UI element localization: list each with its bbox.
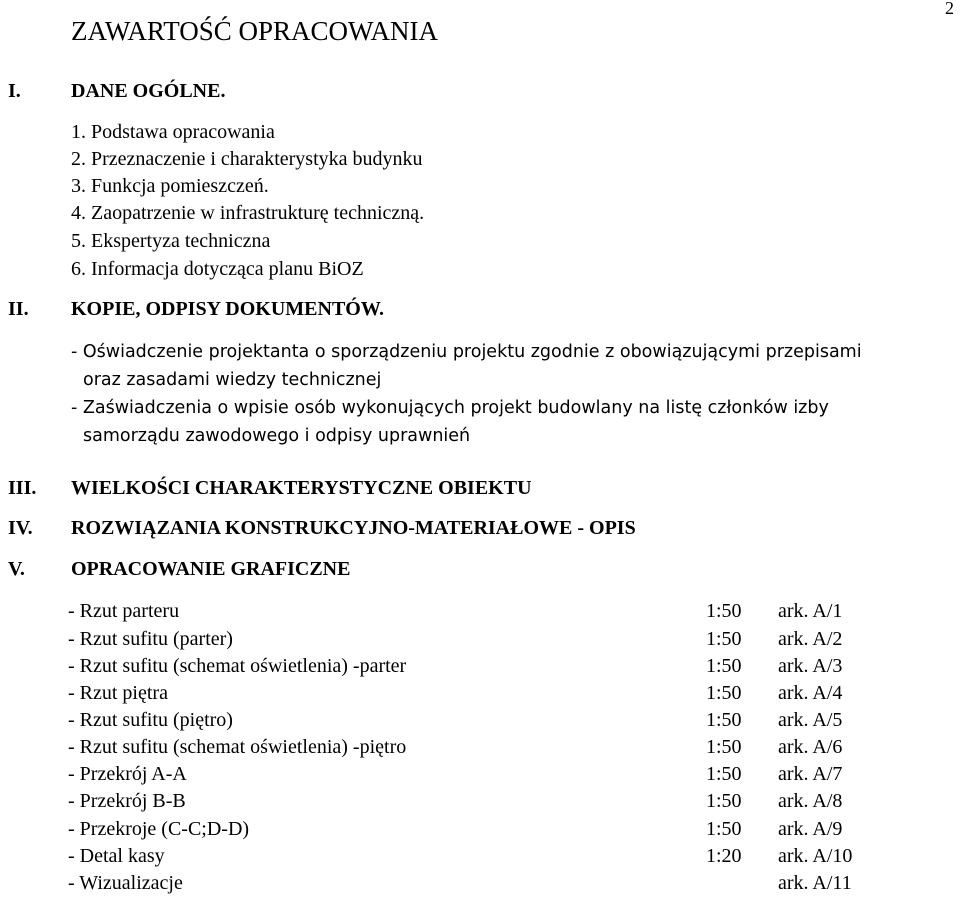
- drawing-sheet: ark. A/3: [778, 655, 843, 677]
- list-item: 5. Ekspertyza techniczna: [71, 230, 271, 252]
- list-item: 2. Przeznaczenie i charakterystyka budynku: [71, 148, 423, 170]
- drawing-name: - Rzut sufitu (schemat oświetlenia) -piętro: [68, 736, 407, 758]
- section-2-number: II.: [8, 298, 29, 320]
- drawing-name: - Rzut parteru: [68, 600, 180, 622]
- paragraph-line: samorządu zawodowego i odpisy uprawnień: [83, 426, 471, 446]
- drawing-scale: 1:50: [706, 709, 742, 731]
- drawing-name: - Przekroje (C-C;D-D): [68, 818, 250, 840]
- drawing-scale: 1:50: [706, 763, 742, 785]
- drawing-sheet: ark. A/10: [778, 845, 853, 867]
- page-number: 2: [945, 0, 954, 18]
- list-item: 6. Informacja dotycząca planu BiOZ: [71, 258, 364, 280]
- drawing-sheet: ark. A/11: [778, 872, 852, 894]
- list-item: 3. Funkcja pomieszczeń.: [71, 175, 269, 197]
- drawing-sheet: ark. A/5: [778, 709, 843, 731]
- section-1-number: I.: [8, 80, 21, 102]
- drawing-name: - Przekrój A-A: [68, 763, 187, 785]
- section-2-title: KOPIE, ODPISY DOKUMENTÓW.: [71, 298, 384, 320]
- drawing-scale: 1:50: [706, 818, 742, 840]
- drawing-scale: 1:20: [706, 845, 742, 867]
- drawing-scale: 1:50: [706, 736, 742, 758]
- drawing-name: - Rzut sufitu (piętro): [68, 709, 233, 731]
- drawing-name: - Rzut piętra: [68, 682, 168, 704]
- section-4-number: IV.: [8, 517, 33, 539]
- drawing-scale: 1:50: [706, 790, 742, 812]
- drawing-sheet: ark. A/6: [778, 736, 843, 758]
- section-3-title: WIELKOŚCI CHARAKTERYSTYCZNE OBIEKTU: [71, 477, 532, 499]
- paragraph-line: oraz zasadami wiedzy technicznej: [83, 370, 382, 390]
- drawing-scale: 1:50: [706, 600, 742, 622]
- section-4-title: ROZWIĄZANIA KONSTRUKCYJNO-MATERIAŁOWE - OPIS: [71, 517, 636, 539]
- drawing-sheet: ark. A/2: [778, 628, 843, 650]
- list-item: 4. Zaopatrzenie w infrastrukturę techniczną.: [71, 202, 425, 224]
- section-1-title: DANE OGÓLNE.: [71, 80, 226, 102]
- page-title: ZAWARTOŚĆ OPRACOWANIA: [71, 16, 438, 46]
- drawing-scale: 1:50: [706, 682, 742, 704]
- drawing-scale: 1:50: [706, 628, 742, 650]
- paragraph-line: - Zaświadczenia o wpisie osób wykonujących projekt budowlany na listę członków izby: [71, 398, 829, 418]
- drawing-sheet: ark. A/9: [778, 818, 843, 840]
- drawing-sheet: ark. A/8: [778, 790, 843, 812]
- paragraph-line: - Oświadczenie projektanta o sporządzeniu projektu zgodnie z obowiązującymi przepisami: [71, 342, 862, 362]
- section-3-number: III.: [8, 477, 37, 499]
- section-5-title: OPRACOWANIE GRAFICZNE: [71, 558, 351, 580]
- drawing-sheet: ark. A/1: [778, 600, 843, 622]
- section-5-number: V.: [8, 558, 25, 580]
- drawing-name: - Wizualizacje: [68, 872, 183, 894]
- list-item: 1. Podstawa opracowania: [71, 121, 275, 143]
- drawing-name: - Rzut sufitu (schemat oświetlenia) -parter: [68, 655, 407, 677]
- drawing-sheet: ark. A/4: [778, 682, 843, 704]
- drawing-name: - Przekrój B-B: [68, 790, 186, 812]
- drawing-sheet: ark. A/7: [778, 763, 843, 785]
- drawing-scale: 1:50: [706, 655, 742, 677]
- drawing-name: - Rzut sufitu (parter): [68, 628, 233, 650]
- drawing-name: - Detal kasy: [68, 845, 165, 867]
